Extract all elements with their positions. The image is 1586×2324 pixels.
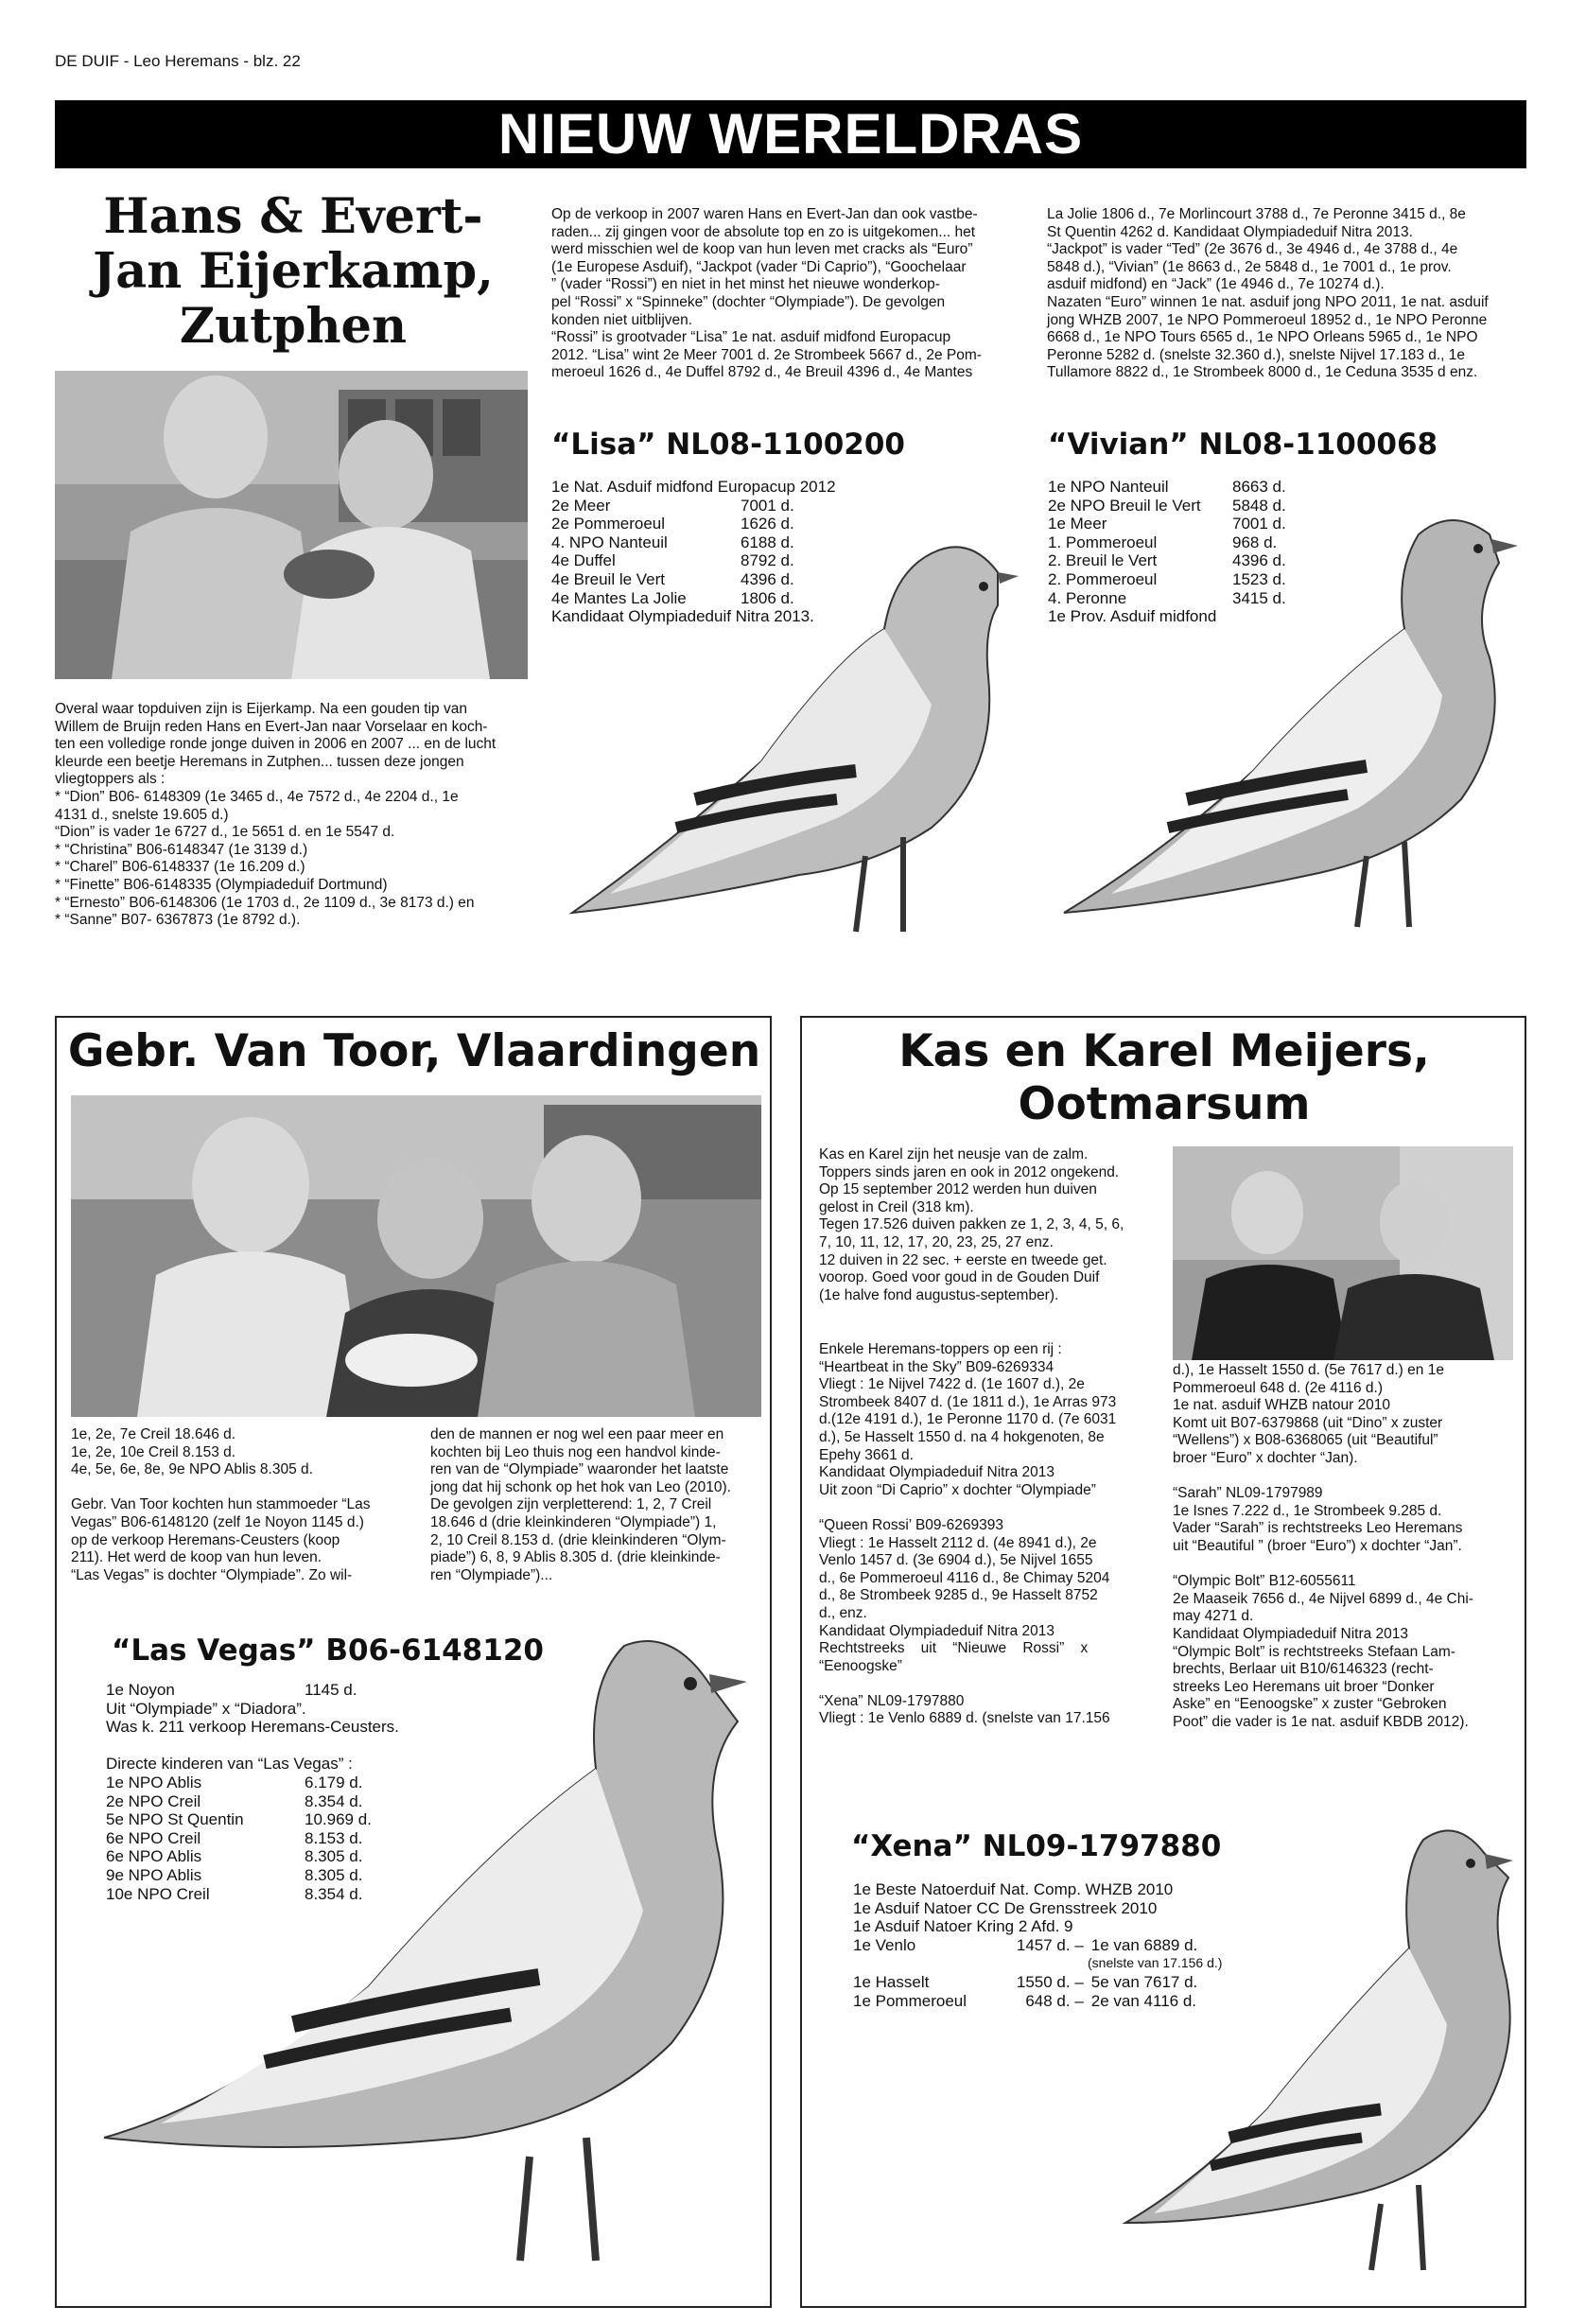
result-value: 1806 d. xyxy=(741,588,794,607)
result-row xyxy=(1048,478,1322,497)
result-cell: (snelste van 17.156 d.) xyxy=(1088,1955,1223,1971)
lisa-title: “Lisa” NL08-1100200 xyxy=(551,428,905,462)
result-value: 8792 d. xyxy=(741,551,794,570)
eijerkamp-continued: La Jolie 1806 d., 7e Morlincourt 3788 d., 7e Peronne 3415 d., 8e St Quentin 4262 d. Kandidaat Olympiadeduif Nitra 2013. “Jackpot” is vader “Ted” (2e 3676 d., 3e 4946 d., 4e 3788 d., 4e 5848 d.), “Vivian” (1e 8663 d., 2e 5848 d., 1e 7001 d., 1e prov. asduif midfond) en “Jack” (1e 4946 d., 7e 10274 d.). Nazaten “Euro” winnen 1e nat. asduif jong NPO 2011, 1e nat. asduif jong WHZB 2007, 1e NPO Pommeroeul 18952 d., 1e NPO Peronne 6668 d., 1e NPO Tours 6565 d., 1e NPO Orleans 5965 d., 1e NPO Peronne 5282 d. (snelste 32.360 d.), snelste Nijvel 17.183 d., 1e Tullamore 8822 d., 1e Strombeek 8000 d., 1e Ceduna 3535 d enz. xyxy=(1047,206,1489,381)
result-label: 6e NPO Creil xyxy=(106,1828,201,1847)
xena-line: 1e Asduif Natoer Kring 2 Afd. 9 xyxy=(853,1917,1073,1936)
meijers-col1: Enkele Heremans-toppers op een rij : “Heartbeat in the Sky” B09-6269334 Vliegt : 1e Nijvel 7422 d. (1e 1607 d.), 2e Strombeek 8407 d. (1e 1811 d.), 1e Arras 973 d.(12e 4191 d.), 1e Peronne 1170 d. (7e 6031 d.), 5e Hasselt 1550 d. na 4 hokgenoten, 8e Epehy 3661 d. Kandidaat Olympiadeduif Nitra 2013 Uit zoon “Di Caprio” x dochter “Olympiade” “Queen Rossi’ B09-6269393 Vliegt : 1e Hasselt 2112 d. (4e 8941 d.), 2e Venlo 1457 d. (3e 6904 d.), 5e Nijvel 1655 d., 6e Pommeroeul 4116 d., 8e Chimay 5204 d., 8e Strombeek 9285 d., 9e Hasselt 8752 d., enz. Kandidaat Olympiadeduif Nitra 2013 Rechtstreeks uit “Nieuwe Rossi” x “Eenoogske” “Xena” NL09-1797880 Vliegt : 1e Venlo 6889 d. (snelste van 17.156 xyxy=(819,1341,1117,1727)
result-cell: 648 d. – xyxy=(1025,1991,1084,2010)
eijerkamp-intro: Op de verkoop in 2007 waren Hans en Evert-Jan dan ook vastbe- raden... zij gingen voor de absolute top en zo is uitgekomen... het werd misschien wel de koop van hun leven met cracks als “Euro” (1e Europese Asduif), “Jackpot (vader “Di Caprio”), “Goochelaar ” (vader “Rossi”) en niet in het minst het nieuwe wonderkop- pel “Rossi” x “Spinneke” (dochter “Olympiade”). De gevolgen konden niet uitblijven. “Rossi” is grootvader “Lisa” 1e nat. asduif midfond Europacup 2012. “Lisa” wint 2e Meer 7001 d. 2e Strombeek 5667 d., 2e Pom- meroeul 1626 d., 4e Duffel 8792 d., 4e Breuil 4396 d., 4e Mantes xyxy=(551,206,982,381)
result-value: 10.969 d. xyxy=(305,1810,372,1829)
result-value: 8.305 d. xyxy=(305,1847,363,1866)
vantoor-col1: 1e, 2e, 7e Creil 18.646 d. 1e, 2e, 10e Creil 8.153 d. 4e, 5e, 6e, 8e, 9e NPO Ablis 8.305 d. Gebr. Van Toor kochten hun stammoeder “Las Vegas” B06-6148120 (zelf 1e Noyon 1145 d.) op de verkoop Heremans-Ceusters (koop 211). Het werd de koop van hun leven. “Las Vegas” is dochter “Olympiade”. Zo wil- xyxy=(71,1426,371,1583)
result-cell: 1e van 6889 d. xyxy=(1090,1935,1198,1954)
page-label: DE DUIF - Leo Heremans - blz. 22 xyxy=(55,52,301,70)
vantoor-photo xyxy=(71,1095,761,1417)
result-row xyxy=(551,478,873,497)
result-label: 4. Peronne xyxy=(1048,588,1127,607)
result-label: 2e Pommeroeul xyxy=(551,515,666,533)
meijers-photo xyxy=(1173,1146,1513,1360)
result-label: 1. Pommeroeul xyxy=(1048,533,1158,551)
result-label: 4. NPO Nanteuil xyxy=(551,533,668,551)
result-cell: 2e van 4116 d. xyxy=(1090,1991,1197,2010)
result-value: 8.354 d. xyxy=(305,1884,363,1903)
result-value: 7001 d. xyxy=(1232,515,1286,533)
meijers-col2: d.), 1e Hasselt 1550 d. (5e 7617 d.) en 1e Pommeroeul 648 d. (2e 4116 d.) 1e nat. asduif WHZB natour 2010 Komt uit B07-6379868 (uit “Dino” x zuster “Wellens”) x B08-6368065 (uit “Beautiful” broer “Euro” x dochter “Jan). “Sarah” NL09-1797989 1e Isnes 7.222 d., 1e Strombeek 9.285 d. Vader “Sarah” is rechtstreeks Leo Heremans uit “Beautiful ” (broer “Euro”) x dochter “Jan”. “Olympic Bolt” B12-6055611 2e Maaseik 7656 d., 4e Nijvel 6899 d., 4e Chi- may 4271 d. Kandidaat Olympiadeduif Nitra 2013 “Olympic Bolt” is rechtstreeks Stefaan Lam- brechts, Berlaar uit B10/6146323 (recht- streeks Leo Heremans uit broer “Donker Aske” en “Eenoogske” x zuster “Gebroken Poot” die vader is 1e nat. asduif KBDB 2012). xyxy=(1173,1362,1473,1730)
result-value: 6188 d. xyxy=(741,533,794,551)
result-label: 6e NPO Ablis xyxy=(106,1847,202,1866)
result-label: 2. Breuil le Vert xyxy=(1048,551,1158,570)
result-cell: 1e Hasselt xyxy=(853,1972,930,1991)
result-cell: 1550 d. – xyxy=(1016,1972,1084,1991)
result-value: 8.153 d. xyxy=(305,1828,363,1847)
result-value: 4396 d. xyxy=(741,569,794,588)
meijers-intro: Kas en Karel zijn het neusje van de zalm. Toppers sinds jaren en ook in 2012 ongekend. Op 15 september 2012 werden hun duiven gelost in Creil (318 km). Tegen 17.526 duiven pakken ze 1, 2, 3, 4, 5, 6, 7, 10, 11, 12, 17, 20, 23, 25, 27 enz. 12 duiven in 22 sec. + eerste en tweede get. voorop. Goed voor goud in de Gouden Duif (1e halve fond augustus-september). xyxy=(819,1146,1124,1303)
result-label: 9e NPO Ablis xyxy=(106,1865,202,1884)
xena-line: 1e Beste Natoerduif Nat. Comp. WHZB 2010 xyxy=(853,1880,1174,1898)
result-label: Uit “Olympiade” x “Diadora”. xyxy=(106,1699,306,1718)
result-label: 1e NPO Ablis xyxy=(106,1773,202,1791)
result-label: 1e NPO Nanteuil xyxy=(1048,478,1169,496)
eijerkamp-title: Hans & Evert- Jan Eijerkamp, Zutphen xyxy=(93,188,494,355)
result-row xyxy=(551,497,873,515)
result-label: 10e NPO Creil xyxy=(106,1884,210,1903)
lasvegas-pigeon-image xyxy=(85,1608,761,2289)
vantoor-col2: den de mannen er nog wel een paar meer en kochten bij Leo thuis nog een handvol kinde- ren van de “Olympiade” waaronder het laatste jong dat hij schonk op het hok van Leo (2010). De gevolgen zijn verpletterend: 1, 2, 7 Creil 18.646 d (drie kleinkinderen “Olympiade”) 1, 2, 10 Creil 8.153 d. (drie kleinkinderen “Olym- piade”) 6, 8, 9 Ablis 8.305 d. (drie kleinkinde- ren “Olympiade”)... xyxy=(430,1426,731,1583)
vivian-title: “Vivian” NL08-1100068 xyxy=(1048,428,1438,462)
result-value: 5848 d. xyxy=(1232,496,1286,515)
meijers-title: Kas en Karel Meijers, Ootmarsum xyxy=(898,1025,1430,1130)
banner xyxy=(55,100,1526,168)
result-label: Kandidaat Olympiadeduif Nitra 2013. xyxy=(551,607,814,626)
result-label: 5e NPO St Quentin xyxy=(106,1810,244,1829)
result-value: 6.179 d. xyxy=(305,1773,363,1791)
eijerkamp-left-text: Overal waar topduiven zijn is Eijerkamp. Na een gouden tip van Willem de Bruijn reden Hans en Evert-Jan naar Vorselaar en koch- ten een volledige ronde jonge duiven in 2006 en 2007 ... en de lucht kleurde een beetje Heremans in Zutphen... tussen deze jongen vliegtoppers als : * “Dion” B06- 6148309 (1e 3465 d., 4e 7572 d., 4e 2204 d., 1e 4131 d., snelste 19.605 d.) “Dion” is vader 1e 6727 d., 1e 5651 d. en 1e 5547 d. * “Christina” B06-6148347 (1e 3139 d.) * “Charel” B06-6148337 (1e 16.209 d.) * “Finette” B06-6148335 (Olympiadeduif Dortmund) * “Ernesto” B06-6148306 (1e 1703 d., 2e 1109 d., 3e 8173 d.) en * “Sanne” B07- 6367873 (1e 8792 d.). xyxy=(55,701,497,929)
result-label: Directe kinderen van “Las Vegas” : xyxy=(106,1755,353,1774)
result-label: 1e Nat. Asduif midfond Europacup 2012 xyxy=(551,478,836,496)
lisa-pigeon-image xyxy=(553,515,1026,960)
result-label: Was k. 211 verkoop Heremans-Ceusters. xyxy=(106,1718,399,1737)
result-cell: 5e van 7617 d. xyxy=(1090,1972,1198,1991)
result-cell xyxy=(995,1954,1080,1973)
result-value: 3415 d. xyxy=(1232,588,1286,607)
result-value: 8663 d. xyxy=(1232,478,1286,496)
result-value: 7001 d. xyxy=(741,496,794,515)
result-label: 4e Duffel xyxy=(551,551,616,570)
result-label: 4e Breuil le Vert xyxy=(551,569,666,588)
result-value: 1626 d. xyxy=(741,515,794,533)
result-value: 8.354 d. xyxy=(305,1791,363,1810)
xena-line: 1e Asduif Natoer CC De Grensstreek 2010 xyxy=(853,1898,1158,1917)
result-value: 8.305 d. xyxy=(305,1865,363,1884)
result-value: 1523 d. xyxy=(1232,569,1286,588)
result-cell: 1e Venlo xyxy=(853,1935,916,1954)
result-label: 2e NPO Creil xyxy=(106,1791,201,1810)
xena-pigeon-image xyxy=(1107,1797,1523,2289)
result-value: 4396 d. xyxy=(1232,551,1286,570)
vantoor-title: Gebr. Van Toor, Vlaardingen xyxy=(67,1025,761,1077)
result-cell: 1e Pommeroeul xyxy=(853,1991,967,2010)
result-label: 1e Prov. Asduif midfond xyxy=(1048,607,1217,626)
lasvegas-title: “Las Vegas” B06-6148120 xyxy=(112,1634,544,1668)
result-value: 968 d. xyxy=(1232,533,1278,551)
result-value: 1145 d. xyxy=(305,1681,357,1699)
xena-title: “Xena” NL09-1797880 xyxy=(851,1829,1222,1863)
result-label: 1e Noyon xyxy=(106,1681,175,1699)
banner-title: NIEUW WERELDRAS xyxy=(497,102,1084,166)
result-label: 1e Meer xyxy=(1048,515,1107,533)
result-label: 2e Meer xyxy=(551,496,611,515)
result-label: 2e NPO Breuil le Vert xyxy=(1048,496,1201,515)
result-cell: 1457 d. – xyxy=(1016,1935,1084,1954)
result-label: 4e Mantes La Jolie xyxy=(551,588,687,607)
result-label: 2. Pommeroeul xyxy=(1048,569,1158,588)
eijerkamp-photo xyxy=(55,371,528,679)
vivian-pigeon-image xyxy=(1045,497,1527,955)
